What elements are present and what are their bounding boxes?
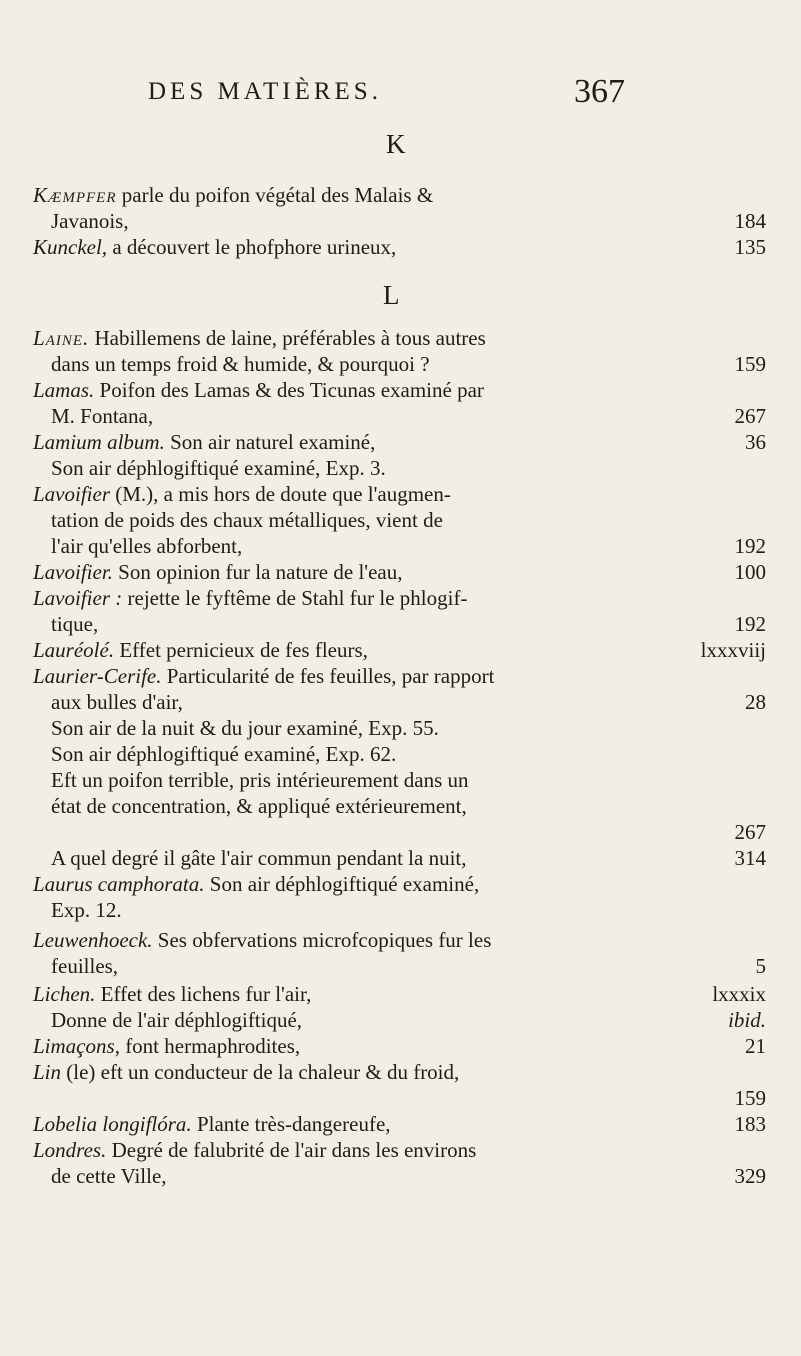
entry-head: Laurier-Cerife. [33, 664, 162, 688]
index-entry [33, 587, 766, 610]
entry-text: Exp. 12. [51, 898, 122, 922]
entry-text: Particularité de fes feuilles, par rapport [161, 664, 495, 688]
entry-page-ref: 21 [745, 1034, 766, 1058]
index-entry [33, 236, 766, 259]
entry-text: (M.), a mis hors de doute que l'augmen- [110, 482, 451, 506]
entry-page-ref: 184 [734, 209, 766, 233]
entry-text: de cette Ville, [51, 1164, 167, 1188]
index-entry [33, 929, 766, 952]
entry-page-ref: lxxxviij [700, 638, 766, 662]
entry-head: Lauréolé. [33, 638, 115, 662]
entry-text: (le) eft un conducteur de la chaleur & du froid, [61, 1060, 460, 1084]
entry-text: tique, [51, 612, 99, 636]
entry-text: Son opinion fur la nature de l'eau, [112, 560, 403, 584]
index-entry-continuation [51, 1165, 766, 1188]
running-header: DES MATIÈRES. [148, 78, 382, 105]
entry-text: Son air déphlogiftiqué examiné, [204, 872, 480, 896]
entry-head: Lavoifier : [33, 586, 123, 610]
entry-head: Laurus camphorata. [33, 872, 205, 896]
entry-text: Ses obfervations microfcopiques fur les [152, 928, 492, 952]
entry-head: Lobelia longiflóra. [33, 1112, 192, 1136]
index-entry-continuation [51, 717, 766, 740]
entry-text: A quel degré il gâte l'air commun pendant la nuit, [51, 846, 467, 870]
index-entry-continuation [51, 769, 766, 792]
entry-head: Limaçons [33, 1034, 115, 1058]
entry-text: aux bulles d'air, [51, 690, 183, 714]
entry-text: Javanois, [51, 209, 129, 233]
entry-head: Lin [33, 1060, 62, 1084]
index-entry-continuation [51, 1009, 766, 1032]
index-entry [33, 561, 766, 584]
entry-page-ref: lxxxix [712, 982, 766, 1006]
entry-page-ref: 5 [755, 954, 766, 978]
index-entry [33, 379, 766, 402]
index-entry-continuation [51, 691, 766, 714]
entry-page-ref: 183 [734, 1112, 766, 1136]
entry-text: Donne de l'air déphlogiftiqué, [51, 1008, 303, 1032]
index-entry [33, 184, 766, 207]
entry-page-ref: 36 [745, 430, 766, 454]
section-letter-k: K [386, 129, 406, 159]
entry-text: Effet pernicieux de fes fleurs, [114, 638, 368, 662]
entry-page-ref: 135 [734, 235, 766, 259]
page-number: 367 [574, 73, 625, 110]
entry-text: Son air déphlogiftiqué examiné, Exp. 3. [51, 456, 386, 480]
entry-page-ref: 267 [734, 404, 766, 428]
entry-text: Plante très-dangereufe, [191, 1112, 391, 1136]
entry-page-ref: 314 [734, 846, 766, 870]
index-entry-continuation [51, 795, 766, 818]
entry-text: dans un temps froid & humide, & pourquoi ? [51, 352, 430, 376]
index-entry-continuation [51, 210, 766, 233]
entry-text: état de concentration, & appliqué extérieurement, [51, 794, 467, 818]
index-entry-continuation [51, 509, 766, 532]
entry-text: Son air déphlogiftiqué examiné, Exp. 62. [51, 742, 397, 766]
index-entry-continuation [51, 743, 766, 766]
entry-text: Degré de falubrité de l'air dans les environs [106, 1138, 477, 1162]
entry-page-ref: 267 [734, 820, 766, 844]
index-entry [33, 983, 766, 1006]
index-entry [33, 873, 766, 896]
index-entry-continuation [51, 847, 766, 870]
entry-page-ref: 192 [734, 534, 766, 558]
index-entry-continuation [51, 353, 766, 376]
index-entry-continuation [51, 899, 766, 922]
entry-text: tation de poids des chaux métalliques, vient de [51, 508, 443, 532]
index-entry-continuation [51, 955, 766, 978]
index-entry-continuation [51, 405, 766, 428]
entry-head: Laine. [33, 326, 90, 350]
entry-text: , font hermaphrodites, [114, 1034, 301, 1058]
entry-text: rejette le fyftême de Stahl fur le phlogif- [122, 586, 468, 610]
entry-page-ref: ibid. [728, 1008, 766, 1032]
entry-text: feuilles, [51, 954, 119, 978]
index-entry [33, 431, 766, 454]
index-entry [33, 665, 766, 688]
entry-page-ref: 159 [734, 1086, 766, 1110]
entry-head: Leuwenhoeck. [33, 928, 153, 952]
entry-head: Lavoifier. [33, 560, 113, 584]
entry-text: parle du poifon végétal des Malais & [116, 183, 434, 207]
index-entry [33, 1035, 766, 1058]
entry-page-ref: 159 [734, 352, 766, 376]
entry-text: Son air de la nuit & du jour examiné, Exp. 55. [51, 716, 439, 740]
entry-page-ref: 100 [734, 560, 766, 584]
index-entry [33, 1061, 766, 1084]
index-entry [33, 483, 766, 506]
index-entry [33, 327, 766, 350]
entry-head: Kunckel, [33, 235, 108, 259]
entry-head: Lamium album. [33, 430, 165, 454]
entry-page-ref: 28 [745, 690, 766, 714]
entry-text: a découvert le phofphore urineux, [107, 235, 397, 259]
entry-text: M. Fontana, [51, 404, 154, 428]
entry-page-ref: 329 [734, 1164, 766, 1188]
entry-text: Eft un poifon terrible, pris intérieurement dans un [51, 768, 469, 792]
index-entry [33, 1113, 766, 1136]
index-entry-continuation [51, 535, 766, 558]
entry-text: Habillemens de laine, préférables à tous autres [89, 326, 486, 350]
entry-head: Lichen. [33, 982, 96, 1006]
entry-text: l'air qu'elles abforbent, [51, 534, 243, 558]
entry-page-ref: 192 [734, 612, 766, 636]
entry-text: Effet des lichens fur l'air, [95, 982, 312, 1006]
index-entry-continuation [51, 613, 766, 636]
entry-head: Lavoifier [33, 482, 110, 506]
index-entry-continuation [51, 457, 766, 480]
entry-head: Londres. [33, 1138, 107, 1162]
entry-text: Son air naturel examiné, [164, 430, 376, 454]
index-entry [33, 1139, 766, 1162]
entry-head: Lamas. [33, 378, 95, 402]
entry-text: Poifon des Lamas & des Ticunas examiné par [94, 378, 484, 402]
section-letter-l: L [383, 280, 400, 310]
entry-head: Kæmpfer [33, 183, 117, 207]
index-entry [33, 639, 766, 662]
